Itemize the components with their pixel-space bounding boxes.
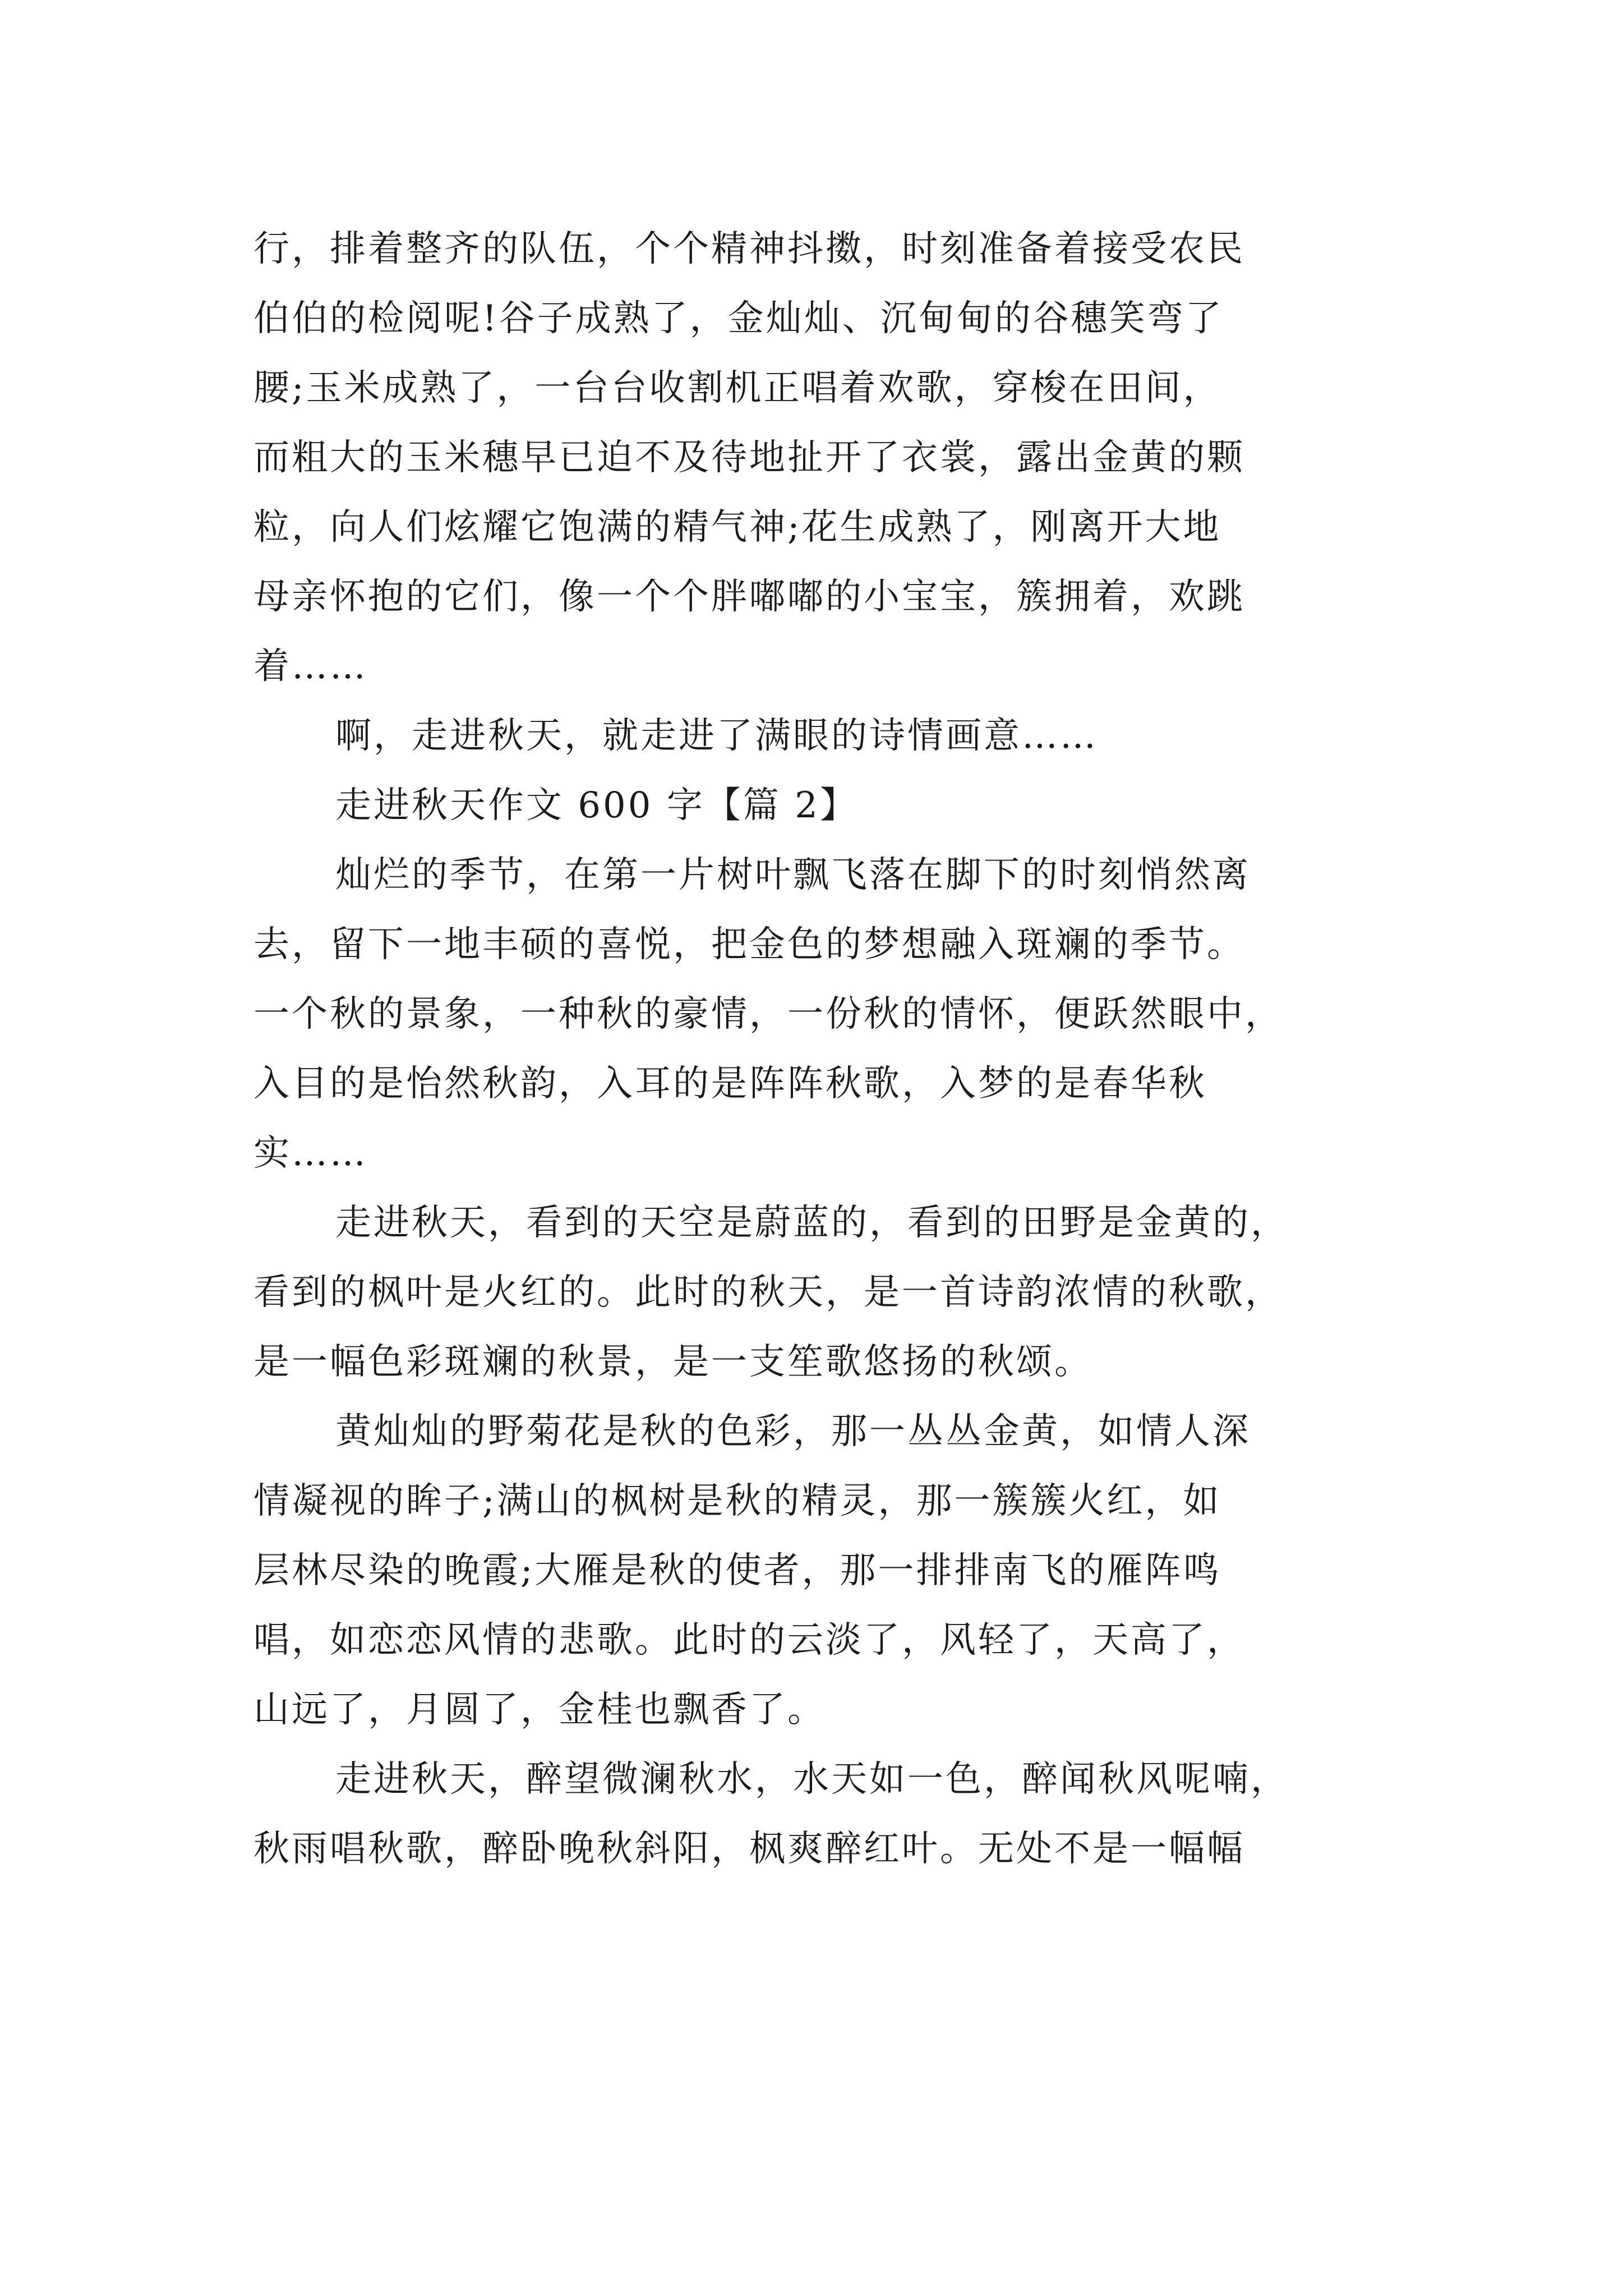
text-line: 实…… xyxy=(253,1133,368,1174)
text-line: 秋雨唱秋歌，醉卧晚秋斜阳，枫爽醉红叶。无处不是一幅幅 xyxy=(253,1828,1245,1870)
text-line: 入目的是怡然秋韵，入耳的是阵阵秋歌，入梦的是春华秋 xyxy=(253,1063,1207,1105)
text-line: 母亲怀抱的它们，像一个个胖嘟嘟的小宝宝，簇拥着，欢跳 xyxy=(253,576,1245,618)
text-line: 粒，向人们炫耀它饱满的精气神;花生成熟了，刚离开大地 xyxy=(253,507,1221,548)
text-line: 啊，走进秋天，就走进了满眼的诗情画意…… xyxy=(335,715,1098,757)
text-line: 山远了，月圆了，金桂也飘香了。 xyxy=(253,1689,826,1731)
essay-text xyxy=(253,214,1381,1884)
text-line: 灿烂的季节，在第一片树叶飘飞落在脚下的时刻悄然离 xyxy=(335,854,1251,896)
text-line: 着…… xyxy=(253,646,368,687)
text-line: 去，留下一地丰硕的喜悦，把金色的梦想融入斑斓的季节。 xyxy=(253,924,1245,965)
text-line: 走进秋天，醉望微澜秋水，水天如一色，醉闻秋风呢喃， xyxy=(335,1759,1289,1800)
text-line: 而粗大的玉米穗早已迫不及待地扯开了衣裳，露出金黄的颗 xyxy=(253,437,1245,478)
text-line: 看到的枫叶是火红的。此时的秋天，是一首诗韵浓情的秋歌， xyxy=(253,1272,1283,1313)
text-line: 一个秋的景象，一种秋的豪情，一份秋的情怀，便跃然眼中， xyxy=(253,993,1283,1035)
text-line: 情凝视的眸子;满山的枫树是秋的精灵，那一簇簇火红，如 xyxy=(253,1480,1221,1522)
section-heading: 走进秋天作文 600 字【篇 2】 xyxy=(335,785,858,826)
text-line: 走进秋天，看到的天空是蔚蓝的，看到的田野是金黄的， xyxy=(335,1202,1289,1244)
text-line: 层林尽染的晚霞;大雁是秋的使者，那一排排南飞的雁阵鸣 xyxy=(253,1550,1221,1591)
text-line: 是一幅色彩斑斓的秋景，是一支笙歌悠扬的秋颂。 xyxy=(253,1341,1092,1383)
text-line: 唱，如恋恋风情的悲歌。此时的云淡了，风轻了，天高了， xyxy=(253,1619,1245,1661)
text-line: 黄灿灿的野菊花是秋的色彩，那一丛丛金黄，如情人深 xyxy=(335,1411,1251,1452)
text-line: 腰;玉米成熟了，一台台收割机正唱着欢歌，穿梭在田间， xyxy=(253,367,1221,409)
text-line: 行，排着整齐的队伍，个个精神抖擞，时刻准备着接受农民 xyxy=(253,228,1245,270)
text-line: 伯伯的检阅呢!谷子成熟了，金灿灿、沉甸甸的谷穗笑弯了 xyxy=(253,298,1224,339)
